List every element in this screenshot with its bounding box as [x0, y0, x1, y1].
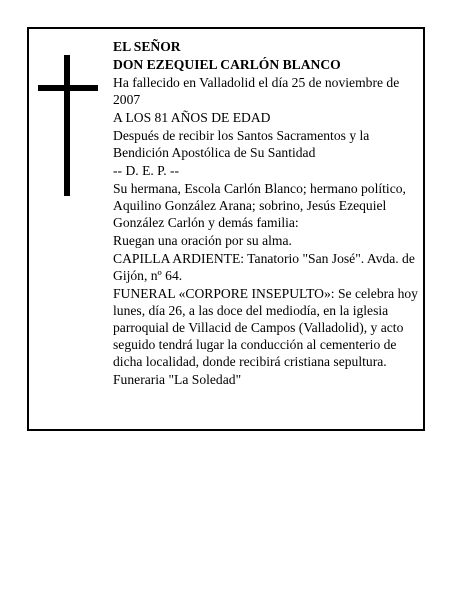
funeral-home: Funeraria "La Soledad" — [113, 372, 242, 387]
chapel-info: CAPILLA ARDIENTE: Tanatorio "San José". Avda. de Gijón, nº 64. — [113, 251, 415, 283]
age-line: A LOS 81 AÑOS DE EDAD — [113, 110, 271, 125]
prayer-request: Ruegan una oración por su alma. — [113, 233, 292, 248]
cross-horizontal-bar — [38, 85, 98, 91]
death-announcement: Ha fallecido en Valladolid el día 25 de noviembre de 2007 — [113, 75, 400, 107]
deceased-name: DON EZEQUIEL CARLÓN BLANCO — [113, 57, 341, 72]
cross-icon — [38, 55, 98, 196]
cross-vertical-bar — [64, 55, 70, 196]
family-line: Su hermana, Escola Carlón Blanco; hermano político, Aquilino González Arana; sobrino, Jesús Ezequiel González Carlón y demás familia: — [113, 181, 406, 230]
funeral-info: FUNERAL «CORPORE INSEPULTO»: Se celebra hoy lunes, día 26, a las doce del mediodía, en la iglesia parroquial de Villacid de Campos (Valladolid), y acto seguido tendrá lugar la conducción al cementerio de dicha localidad, donde recibirá cristiana sepultura. — [113, 286, 418, 369]
obituary-text — [113, 38, 419, 389]
notice-heading-title: EL SEÑOR — [113, 39, 181, 54]
rip-line: -- D. E. P. -- — [113, 163, 180, 178]
sacraments-line: Después de recibir los Santos Sacramentos y la Bendición Apostólica de Su Santidad — [113, 128, 370, 160]
